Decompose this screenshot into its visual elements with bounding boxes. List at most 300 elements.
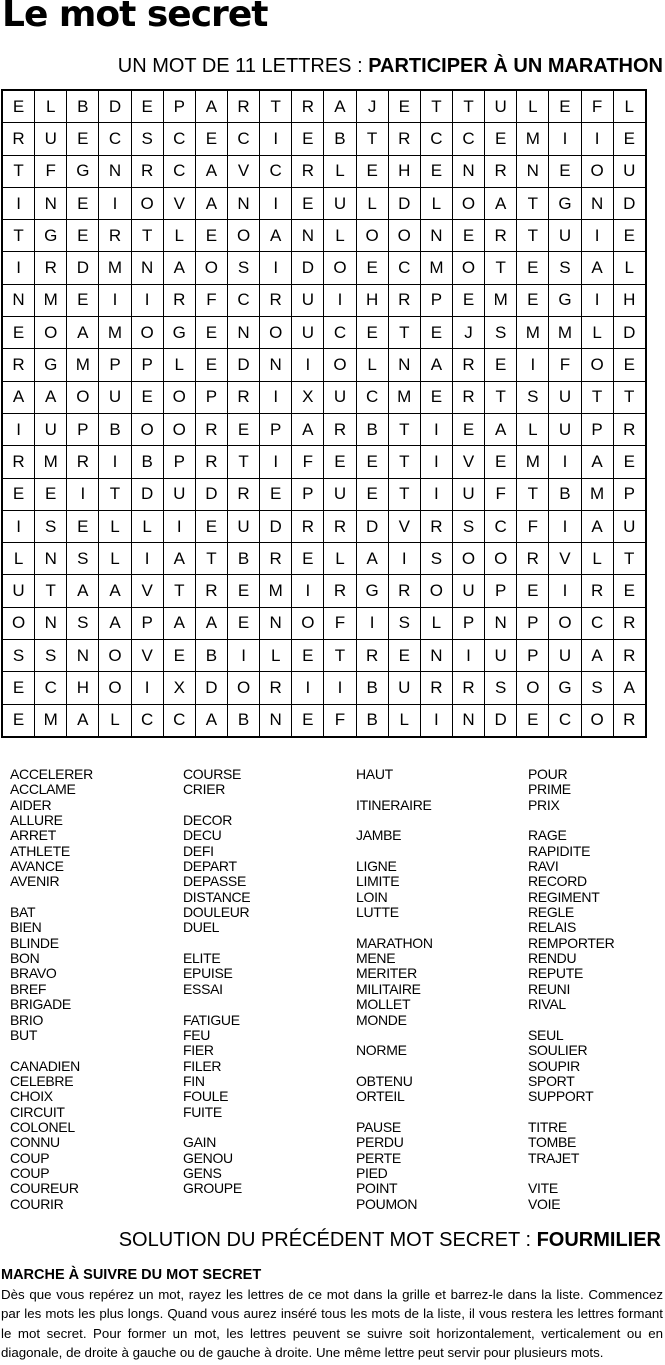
- grid-cell[interactable]: H: [613, 284, 646, 316]
- grid-cell[interactable]: A: [581, 510, 613, 542]
- grid-cell[interactable]: I: [131, 672, 163, 704]
- grid-cell[interactable]: E: [420, 381, 452, 413]
- grid-cell[interactable]: L: [517, 413, 549, 445]
- grid-cell[interactable]: C: [485, 510, 517, 542]
- grid-cell[interactable]: A: [195, 187, 227, 219]
- grid-cell[interactable]: R: [195, 446, 227, 478]
- grid-cell[interactable]: I: [581, 123, 613, 155]
- grid-cell[interactable]: R: [485, 155, 517, 187]
- grid-cell[interactable]: E: [356, 446, 388, 478]
- grid-cell[interactable]: T: [613, 381, 646, 413]
- grid-cell[interactable]: E: [67, 187, 99, 219]
- grid-cell[interactable]: E: [227, 607, 259, 639]
- grid-cell[interactable]: N: [260, 349, 292, 381]
- grid-cell[interactable]: E: [549, 155, 581, 187]
- grid-cell[interactable]: P: [581, 413, 613, 445]
- grid-cell[interactable]: E: [517, 704, 549, 737]
- grid-cell[interactable]: T: [260, 90, 292, 123]
- grid-cell[interactable]: O: [452, 187, 484, 219]
- grid-cell[interactable]: E: [292, 640, 324, 672]
- grid-cell[interactable]: E: [613, 349, 646, 381]
- grid-cell[interactable]: M: [517, 317, 549, 349]
- grid-cell[interactable]: T: [388, 413, 420, 445]
- grid-cell[interactable]: C: [35, 672, 67, 704]
- grid-cell[interactable]: V: [452, 446, 484, 478]
- grid-cell[interactable]: E: [613, 575, 646, 607]
- grid-cell[interactable]: N: [452, 704, 484, 737]
- grid-cell[interactable]: U: [485, 640, 517, 672]
- grid-cell[interactable]: E: [35, 478, 67, 510]
- grid-cell[interactable]: I: [131, 284, 163, 316]
- grid-cell[interactable]: U: [549, 413, 581, 445]
- grid-cell[interactable]: X: [163, 672, 195, 704]
- grid-cell[interactable]: D: [485, 704, 517, 737]
- grid-cell[interactable]: I: [420, 704, 452, 737]
- grid-cell[interactable]: N: [35, 607, 67, 639]
- grid-cell[interactable]: C: [131, 704, 163, 737]
- grid-cell[interactable]: P: [195, 381, 227, 413]
- grid-cell[interactable]: F: [324, 704, 356, 737]
- grid-cell[interactable]: I: [260, 123, 292, 155]
- grid-cell[interactable]: N: [131, 252, 163, 284]
- grid-cell[interactable]: R: [452, 672, 484, 704]
- grid-cell[interactable]: R: [452, 349, 484, 381]
- grid-cell[interactable]: S: [227, 252, 259, 284]
- grid-cell[interactable]: U: [613, 510, 646, 542]
- grid-cell[interactable]: O: [581, 349, 613, 381]
- grid-cell[interactable]: F: [517, 510, 549, 542]
- grid-cell[interactable]: B: [67, 90, 99, 123]
- grid-cell[interactable]: I: [324, 284, 356, 316]
- grid-cell[interactable]: I: [388, 543, 420, 575]
- grid-cell[interactable]: R: [613, 640, 646, 672]
- grid-cell[interactable]: E: [452, 284, 484, 316]
- grid-cell[interactable]: N: [227, 187, 259, 219]
- grid-cell[interactable]: E: [517, 284, 549, 316]
- grid-cell[interactable]: O: [131, 413, 163, 445]
- grid-cell[interactable]: P: [485, 575, 517, 607]
- grid-cell[interactable]: P: [163, 90, 195, 123]
- grid-cell[interactable]: M: [99, 317, 131, 349]
- grid-cell[interactable]: T: [581, 381, 613, 413]
- grid-cell[interactable]: O: [195, 252, 227, 284]
- grid-cell[interactable]: E: [67, 284, 99, 316]
- grid-cell[interactable]: M: [260, 575, 292, 607]
- grid-cell[interactable]: A: [485, 187, 517, 219]
- grid-cell[interactable]: X: [292, 381, 324, 413]
- grid-cell[interactable]: T: [517, 478, 549, 510]
- grid-cell[interactable]: H: [356, 284, 388, 316]
- grid-cell[interactable]: L: [99, 543, 131, 575]
- grid-cell[interactable]: R: [260, 672, 292, 704]
- grid-cell[interactable]: I: [260, 446, 292, 478]
- grid-cell[interactable]: L: [356, 187, 388, 219]
- grid-cell[interactable]: T: [324, 640, 356, 672]
- grid-cell[interactable]: P: [67, 413, 99, 445]
- grid-cell[interactable]: T: [2, 220, 35, 252]
- grid-cell[interactable]: M: [517, 446, 549, 478]
- grid-cell[interactable]: S: [67, 607, 99, 639]
- grid-cell[interactable]: B: [356, 704, 388, 737]
- grid-cell[interactable]: I: [2, 252, 35, 284]
- grid-cell[interactable]: N: [420, 220, 452, 252]
- grid-cell[interactable]: M: [581, 478, 613, 510]
- grid-cell[interactable]: T: [99, 478, 131, 510]
- grid-cell[interactable]: R: [195, 413, 227, 445]
- grid-cell[interactable]: I: [260, 381, 292, 413]
- grid-cell[interactable]: S: [67, 543, 99, 575]
- grid-cell[interactable]: T: [420, 90, 452, 123]
- grid-cell[interactable]: A: [195, 155, 227, 187]
- grid-cell[interactable]: R: [260, 543, 292, 575]
- grid-cell[interactable]: R: [67, 446, 99, 478]
- grid-cell[interactable]: E: [292, 187, 324, 219]
- grid-cell[interactable]: M: [67, 349, 99, 381]
- grid-cell[interactable]: U: [613, 155, 646, 187]
- grid-cell[interactable]: L: [324, 155, 356, 187]
- grid-cell[interactable]: U: [388, 672, 420, 704]
- grid-cell[interactable]: C: [227, 284, 259, 316]
- grid-cell[interactable]: I: [2, 413, 35, 445]
- grid-cell[interactable]: E: [131, 381, 163, 413]
- grid-cell[interactable]: E: [356, 317, 388, 349]
- grid-cell[interactable]: R: [324, 575, 356, 607]
- grid-cell[interactable]: R: [356, 640, 388, 672]
- grid-cell[interactable]: L: [163, 220, 195, 252]
- grid-cell[interactable]: L: [99, 510, 131, 542]
- grid-cell[interactable]: M: [485, 284, 517, 316]
- grid-cell[interactable]: L: [517, 90, 549, 123]
- grid-cell[interactable]: I: [549, 123, 581, 155]
- grid-cell[interactable]: L: [613, 252, 646, 284]
- grid-cell[interactable]: L: [420, 187, 452, 219]
- grid-cell[interactable]: G: [549, 672, 581, 704]
- grid-cell[interactable]: S: [485, 672, 517, 704]
- grid-cell[interactable]: E: [131, 90, 163, 123]
- grid-cell[interactable]: A: [485, 413, 517, 445]
- grid-cell[interactable]: O: [131, 187, 163, 219]
- grid-cell[interactable]: A: [356, 543, 388, 575]
- grid-cell[interactable]: I: [131, 543, 163, 575]
- grid-cell[interactable]: U: [292, 284, 324, 316]
- grid-cell[interactable]: R: [452, 381, 484, 413]
- grid-cell[interactable]: E: [195, 220, 227, 252]
- grid-cell[interactable]: E: [420, 155, 452, 187]
- grid-cell[interactable]: P: [517, 640, 549, 672]
- grid-cell[interactable]: U: [35, 123, 67, 155]
- grid-cell[interactable]: C: [452, 123, 484, 155]
- grid-cell[interactable]: B: [356, 413, 388, 445]
- grid-cell[interactable]: T: [163, 575, 195, 607]
- grid-cell[interactable]: C: [163, 155, 195, 187]
- grid-cell[interactable]: C: [227, 123, 259, 155]
- grid-cell[interactable]: D: [613, 187, 646, 219]
- grid-cell[interactable]: D: [99, 90, 131, 123]
- grid-cell[interactable]: N: [420, 640, 452, 672]
- grid-cell[interactable]: A: [195, 607, 227, 639]
- grid-cell[interactable]: G: [35, 220, 67, 252]
- grid-cell[interactable]: I: [260, 187, 292, 219]
- grid-cell[interactable]: I: [292, 672, 324, 704]
- grid-cell[interactable]: N: [35, 187, 67, 219]
- grid-cell[interactable]: N: [260, 607, 292, 639]
- grid-cell[interactable]: F: [549, 349, 581, 381]
- grid-cell[interactable]: C: [324, 317, 356, 349]
- grid-cell[interactable]: S: [2, 640, 35, 672]
- grid-cell[interactable]: E: [517, 252, 549, 284]
- grid-cell[interactable]: O: [292, 607, 324, 639]
- grid-cell[interactable]: S: [35, 510, 67, 542]
- grid-cell[interactable]: L: [581, 317, 613, 349]
- grid-cell[interactable]: S: [517, 381, 549, 413]
- grid-cell[interactable]: O: [324, 252, 356, 284]
- grid-cell[interactable]: O: [485, 543, 517, 575]
- grid-cell[interactable]: A: [67, 704, 99, 737]
- grid-cell[interactable]: E: [292, 123, 324, 155]
- grid-cell[interactable]: I: [420, 478, 452, 510]
- grid-cell[interactable]: E: [324, 446, 356, 478]
- grid-cell[interactable]: V: [388, 510, 420, 542]
- grid-cell[interactable]: O: [549, 607, 581, 639]
- grid-cell[interactable]: E: [420, 317, 452, 349]
- grid-cell[interactable]: I: [549, 510, 581, 542]
- grid-cell[interactable]: M: [35, 704, 67, 737]
- grid-cell[interactable]: F: [195, 284, 227, 316]
- grid-cell[interactable]: C: [163, 704, 195, 737]
- grid-cell[interactable]: E: [613, 123, 646, 155]
- grid-cell[interactable]: R: [388, 284, 420, 316]
- grid-cell[interactable]: E: [485, 123, 517, 155]
- grid-cell[interactable]: O: [131, 317, 163, 349]
- grid-cell[interactable]: S: [131, 123, 163, 155]
- grid-cell[interactable]: I: [99, 284, 131, 316]
- grid-cell[interactable]: O: [581, 155, 613, 187]
- grid-cell[interactable]: A: [99, 575, 131, 607]
- grid-cell[interactable]: D: [195, 478, 227, 510]
- grid-cell[interactable]: T: [517, 220, 549, 252]
- grid-cell[interactable]: I: [2, 510, 35, 542]
- grid-cell[interactable]: R: [260, 284, 292, 316]
- grid-cell[interactable]: R: [131, 155, 163, 187]
- grid-cell[interactable]: M: [99, 252, 131, 284]
- grid-cell[interactable]: I: [420, 413, 452, 445]
- grid-cell[interactable]: N: [35, 543, 67, 575]
- grid-cell[interactable]: A: [163, 607, 195, 639]
- grid-cell[interactable]: E: [485, 349, 517, 381]
- grid-cell[interactable]: N: [581, 187, 613, 219]
- grid-cell[interactable]: L: [131, 510, 163, 542]
- grid-cell[interactable]: E: [195, 123, 227, 155]
- grid-cell[interactable]: N: [2, 284, 35, 316]
- grid-cell[interactable]: G: [549, 284, 581, 316]
- grid-cell[interactable]: E: [2, 672, 35, 704]
- grid-cell[interactable]: R: [581, 575, 613, 607]
- grid-cell[interactable]: N: [517, 155, 549, 187]
- grid-cell[interactable]: U: [2, 575, 35, 607]
- grid-cell[interactable]: D: [195, 672, 227, 704]
- grid-cell[interactable]: H: [388, 155, 420, 187]
- grid-cell[interactable]: U: [549, 381, 581, 413]
- grid-cell[interactable]: R: [613, 704, 646, 737]
- grid-cell[interactable]: N: [485, 607, 517, 639]
- grid-cell[interactable]: A: [260, 220, 292, 252]
- grid-cell[interactable]: R: [2, 349, 35, 381]
- grid-cell[interactable]: M: [420, 252, 452, 284]
- grid-cell[interactable]: E: [227, 575, 259, 607]
- grid-cell[interactable]: F: [292, 446, 324, 478]
- grid-cell[interactable]: E: [195, 349, 227, 381]
- grid-cell[interactable]: G: [67, 155, 99, 187]
- grid-cell[interactable]: E: [517, 575, 549, 607]
- grid-cell[interactable]: P: [420, 284, 452, 316]
- grid-cell[interactable]: E: [452, 413, 484, 445]
- grid-cell[interactable]: I: [292, 575, 324, 607]
- grid-cell[interactable]: A: [581, 446, 613, 478]
- grid-cell[interactable]: V: [131, 575, 163, 607]
- grid-cell[interactable]: S: [485, 317, 517, 349]
- grid-cell[interactable]: E: [292, 704, 324, 737]
- grid-cell[interactable]: L: [324, 220, 356, 252]
- grid-cell[interactable]: U: [452, 575, 484, 607]
- grid-cell[interactable]: A: [2, 381, 35, 413]
- grid-cell[interactable]: A: [420, 349, 452, 381]
- grid-cell[interactable]: L: [163, 349, 195, 381]
- grid-cell[interactable]: D: [131, 478, 163, 510]
- grid-cell[interactable]: U: [549, 220, 581, 252]
- grid-cell[interactable]: L: [388, 704, 420, 737]
- grid-cell[interactable]: P: [613, 478, 646, 510]
- grid-cell[interactable]: O: [452, 543, 484, 575]
- grid-cell[interactable]: T: [388, 317, 420, 349]
- grid-cell[interactable]: G: [163, 317, 195, 349]
- grid-cell[interactable]: I: [260, 252, 292, 284]
- grid-cell[interactable]: O: [67, 381, 99, 413]
- grid-cell[interactable]: T: [227, 446, 259, 478]
- grid-cell[interactable]: O: [420, 575, 452, 607]
- grid-cell[interactable]: I: [67, 478, 99, 510]
- grid-cell[interactable]: U: [292, 317, 324, 349]
- grid-cell[interactable]: E: [2, 90, 35, 123]
- grid-cell[interactable]: R: [292, 155, 324, 187]
- grid-cell[interactable]: C: [420, 123, 452, 155]
- grid-cell[interactable]: T: [485, 381, 517, 413]
- grid-cell[interactable]: N: [260, 704, 292, 737]
- grid-cell[interactable]: T: [195, 543, 227, 575]
- grid-cell[interactable]: E: [195, 510, 227, 542]
- grid-cell[interactable]: T: [388, 446, 420, 478]
- grid-cell[interactable]: P: [131, 349, 163, 381]
- grid-cell[interactable]: F: [485, 478, 517, 510]
- grid-cell[interactable]: B: [356, 672, 388, 704]
- grid-cell[interactable]: E: [356, 478, 388, 510]
- grid-cell[interactable]: B: [324, 123, 356, 155]
- grid-cell[interactable]: P: [517, 607, 549, 639]
- grid-cell[interactable]: F: [35, 155, 67, 187]
- grid-cell[interactable]: L: [324, 543, 356, 575]
- grid-cell[interactable]: L: [2, 543, 35, 575]
- grid-cell[interactable]: R: [2, 123, 35, 155]
- grid-cell[interactable]: P: [452, 607, 484, 639]
- grid-cell[interactable]: O: [163, 381, 195, 413]
- grid-cell[interactable]: O: [227, 220, 259, 252]
- grid-cell[interactable]: T: [2, 155, 35, 187]
- grid-cell[interactable]: L: [581, 543, 613, 575]
- grid-cell[interactable]: E: [2, 704, 35, 737]
- grid-cell[interactable]: V: [549, 543, 581, 575]
- grid-cell[interactable]: A: [613, 672, 646, 704]
- grid-cell[interactable]: O: [99, 640, 131, 672]
- grid-cell[interactable]: B: [227, 704, 259, 737]
- grid-cell[interactable]: N: [99, 155, 131, 187]
- grid-cell[interactable]: I: [581, 284, 613, 316]
- grid-cell[interactable]: O: [35, 317, 67, 349]
- grid-cell[interactable]: D: [67, 252, 99, 284]
- grid-cell[interactable]: E: [2, 478, 35, 510]
- grid-cell[interactable]: A: [67, 317, 99, 349]
- grid-cell[interactable]: R: [163, 284, 195, 316]
- grid-cell[interactable]: N: [227, 317, 259, 349]
- grid-cell[interactable]: V: [163, 187, 195, 219]
- grid-cell[interactable]: S: [581, 672, 613, 704]
- grid-cell[interactable]: U: [549, 640, 581, 672]
- grid-cell[interactable]: I: [292, 349, 324, 381]
- grid-cell[interactable]: P: [99, 349, 131, 381]
- grid-cell[interactable]: C: [549, 704, 581, 737]
- grid-cell[interactable]: B: [99, 413, 131, 445]
- grid-cell[interactable]: E: [613, 220, 646, 252]
- grid-cell[interactable]: P: [292, 478, 324, 510]
- grid-cell[interactable]: D: [292, 252, 324, 284]
- grid-cell[interactable]: E: [549, 90, 581, 123]
- grid-cell[interactable]: D: [388, 187, 420, 219]
- grid-cell[interactable]: T: [485, 252, 517, 284]
- grid-cell[interactable]: I: [517, 349, 549, 381]
- grid-cell[interactable]: O: [388, 220, 420, 252]
- grid-cell[interactable]: E: [388, 640, 420, 672]
- grid-cell[interactable]: H: [67, 672, 99, 704]
- grid-cell[interactable]: R: [613, 607, 646, 639]
- grid-cell[interactable]: A: [581, 640, 613, 672]
- grid-cell[interactable]: E: [227, 413, 259, 445]
- grid-cell[interactable]: N: [67, 640, 99, 672]
- grid-cell[interactable]: A: [163, 543, 195, 575]
- grid-cell[interactable]: D: [260, 510, 292, 542]
- grid-cell[interactable]: E: [388, 90, 420, 123]
- grid-cell[interactable]: L: [613, 90, 646, 123]
- grid-cell[interactable]: E: [356, 155, 388, 187]
- grid-cell[interactable]: E: [356, 252, 388, 284]
- grid-cell[interactable]: T: [131, 220, 163, 252]
- grid-cell[interactable]: R: [388, 123, 420, 155]
- grid-cell[interactable]: C: [99, 123, 131, 155]
- grid-cell[interactable]: R: [99, 220, 131, 252]
- grid-cell[interactable]: U: [163, 478, 195, 510]
- grid-cell[interactable]: B: [549, 478, 581, 510]
- grid-cell[interactable]: O: [163, 413, 195, 445]
- grid-cell[interactable]: I: [549, 446, 581, 478]
- grid-cell[interactable]: I: [549, 575, 581, 607]
- grid-cell[interactable]: G: [35, 349, 67, 381]
- grid-cell[interactable]: L: [35, 90, 67, 123]
- grid-cell[interactable]: R: [420, 672, 452, 704]
- grid-cell[interactable]: E: [67, 220, 99, 252]
- grid-cell[interactable]: R: [292, 510, 324, 542]
- grid-cell[interactable]: O: [99, 672, 131, 704]
- grid-cell[interactable]: U: [99, 381, 131, 413]
- grid-cell[interactable]: I: [2, 187, 35, 219]
- grid-cell[interactable]: N: [292, 220, 324, 252]
- grid-cell[interactable]: E: [163, 640, 195, 672]
